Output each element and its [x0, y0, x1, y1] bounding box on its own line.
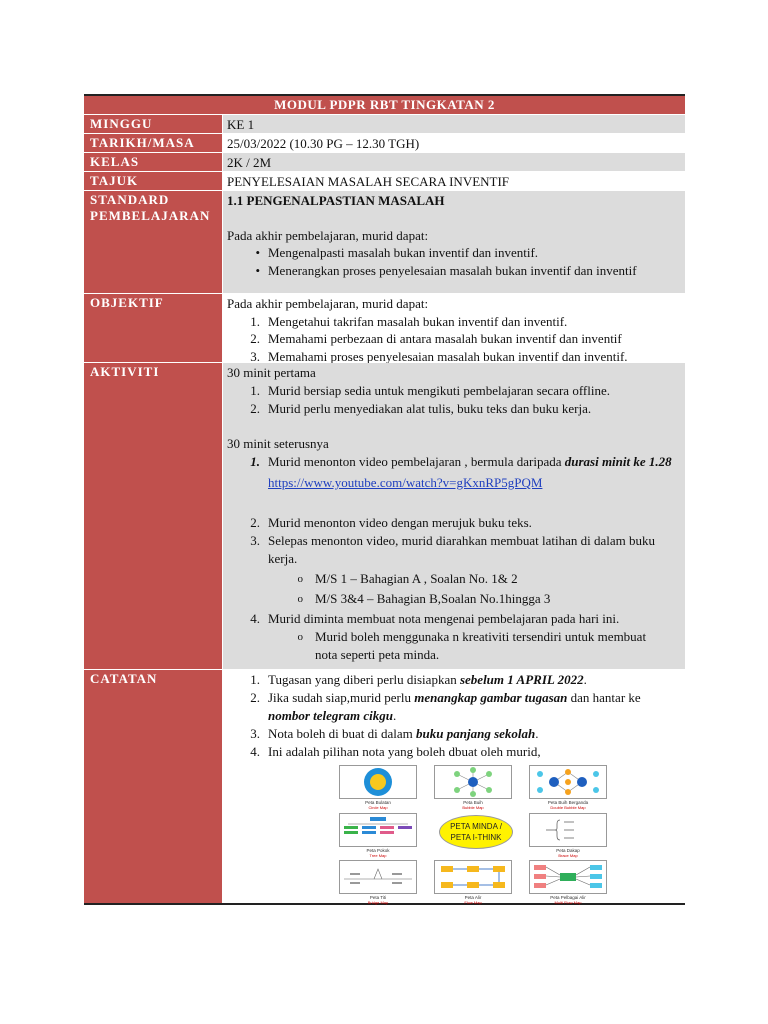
- row-catatan: [84, 669, 685, 903]
- map-brace: Peta Dakap Brace Map: [529, 813, 607, 858]
- row-tarikh: [84, 133, 685, 152]
- list-item: o Murid boleh menggunaka n kreativiti tersendiri untuk membuat nota seperti peta minda.: [297, 629, 647, 662]
- list-item: 2. Murid menonton video dengan merujuk buku teks.: [250, 515, 532, 530]
- map-flow: Peta Alir Flow Map: [434, 860, 512, 905]
- row-minggu: [84, 114, 685, 133]
- value-kelas: 2K / 2M: [222, 153, 685, 171]
- objektif-intro: Pada akhir pembelajaran, murid dapat:: [227, 296, 429, 311]
- list-item: 4. Murid diminta membuat nota mengenai pembelajaran pada hari ini.: [250, 611, 620, 626]
- list-item: 4. Ini adalah pilihan nota yang boleh dbuat oleh murid,: [250, 744, 541, 759]
- label-tarikh: TARIKH/MASA: [84, 134, 222, 152]
- bridge-map-icon: [340, 861, 416, 893]
- list-item: 1. Mengetahui takrifan masalah bukan inventif dan inventif.: [250, 313, 568, 329]
- list-item: [227, 474, 681, 492]
- label-kelas: KELAS: [84, 153, 222, 171]
- list-item: 3. Selepas menonton video, murid diarahkan membuat latihan di dalam buku kerja.: [250, 533, 656, 566]
- row-tajuk: [84, 171, 685, 190]
- label-minggu: MINGGU: [84, 115, 222, 133]
- list-item: 2. Memahami perbezaan di antara masalah bukan inventif dan inventif: [250, 331, 622, 346]
- list-item: 1. Tugasan yang diberi perlu disiapkan sebelum 1 APRIL 2022.: [250, 672, 587, 687]
- value-tarikh: 25/03/2022 (10.30 PG – 12.30 TGH): [222, 134, 685, 152]
- youtube-link[interactable]: https://www.youtube.com/watch?v=gKxnRP5gPQM: [268, 475, 543, 490]
- label-aktiviti: AKTIVITI: [84, 363, 222, 669]
- map-bridge: Peta Titi Bridge Map: [339, 860, 417, 905]
- aktiviti-part2-title: 30 minit seterusnya: [227, 436, 329, 451]
- list-item: 2. Jika sudah siap,murid perlu menangkap gambar tugasan dan hantar ke nombor telegram cikgu.: [250, 690, 641, 723]
- label-standard-line2: PEMBELAJARAN: [90, 208, 211, 223]
- list-item: 3. Nota boleh di buat di dalam buku panjang sekolah.: [250, 726, 539, 741]
- bullet-icon: •: [255, 262, 260, 278]
- standard-intro: Pada akhir pembelajaran, murid dapat:: [227, 227, 429, 243]
- list-item: o M/S 3&4 – Bahagian B,Soalan No.1hingga 3: [297, 591, 551, 606]
- document-title: MODUL PDPR RBT TINGKATAN 2: [84, 94, 685, 114]
- peta-minda-label: PETA MINDA / PETA I-THINK: [439, 815, 513, 849]
- value-aktiviti: [222, 363, 685, 669]
- label-standard-line1: STANDARD: [90, 192, 170, 207]
- map-multi-flow: Peta Pelbagai Alir Multi Flow Map: [529, 860, 607, 905]
- row-aktiviti: [84, 362, 685, 669]
- list-item: 2. Murid perlu menyediakan alat tulis, buku teks dan buku kerja.: [250, 401, 592, 416]
- multi-flow-map-icon: [530, 861, 606, 893]
- label-tajuk: TAJUK: [84, 172, 222, 190]
- row-kelas: [84, 152, 685, 171]
- flow-map-icon: [435, 861, 511, 893]
- standard-heading: 1.1 PENGENALPASTIAN MASALAH: [227, 193, 445, 208]
- list-item: 1. Murid bersiap sedia untuk mengikuti pembelajaran secara offline.: [250, 383, 610, 398]
- value-standard: [222, 191, 685, 293]
- list-item: o M/S 1 – Bahagian A , Soalan No. 1& 2: [297, 571, 518, 586]
- brace-map-icon: [530, 814, 606, 846]
- row-objektif: [84, 293, 685, 362]
- map-double-bubble: Peta Buih Berganda Double Bubble Map: [529, 765, 607, 810]
- value-tajuk: PENYELESAIAN MASALAH SECARA INVENTIF: [222, 172, 685, 190]
- value-objektif: [222, 294, 685, 362]
- thinking-maps-image: [227, 765, 681, 905]
- label-objektif: OBJEKTIF: [84, 294, 222, 362]
- tree-map-icon: [340, 814, 416, 846]
- map-circle: Peta Bulatan Circle Map: [339, 765, 417, 810]
- value-catatan: [222, 670, 685, 903]
- row-standard: [84, 190, 685, 293]
- list-item: • Mengenalpasti masalah bukan inventif dan inventif.: [227, 244, 681, 262]
- label-catatan: CATATAN: [84, 670, 222, 903]
- deadline-emphasis: sebelum 1 APRIL 2022: [459, 672, 584, 687]
- list-item: 3. Memahami proses penyelesaian masalah bukan inventif dan inventif.: [250, 348, 628, 364]
- list-item: 1. Murid menonton video pembelajaran , bermula daripada durasi minit ke 1.28: [250, 454, 672, 469]
- circle-map-icon: [340, 766, 416, 798]
- lesson-plan-table: [84, 94, 685, 905]
- aktiviti-part1-title: 30 minit pertama: [227, 365, 316, 380]
- value-minggu: KE 1: [222, 115, 685, 133]
- label-standard: [84, 191, 222, 293]
- list-item: • Menerangkan proses penyelesaian masalah bukan inventif dan inventif: [227, 262, 681, 280]
- map-tree: Peta Pokok Tree Map: [339, 813, 417, 858]
- bullet-icon: •: [255, 245, 260, 260]
- bubble-map-icon: [435, 766, 511, 798]
- duration-emphasis: durasi minit ke 1.28: [564, 454, 672, 469]
- map-bubble: Peta Buih Bubble Map: [434, 765, 512, 810]
- double-bubble-map-icon: [530, 766, 606, 798]
